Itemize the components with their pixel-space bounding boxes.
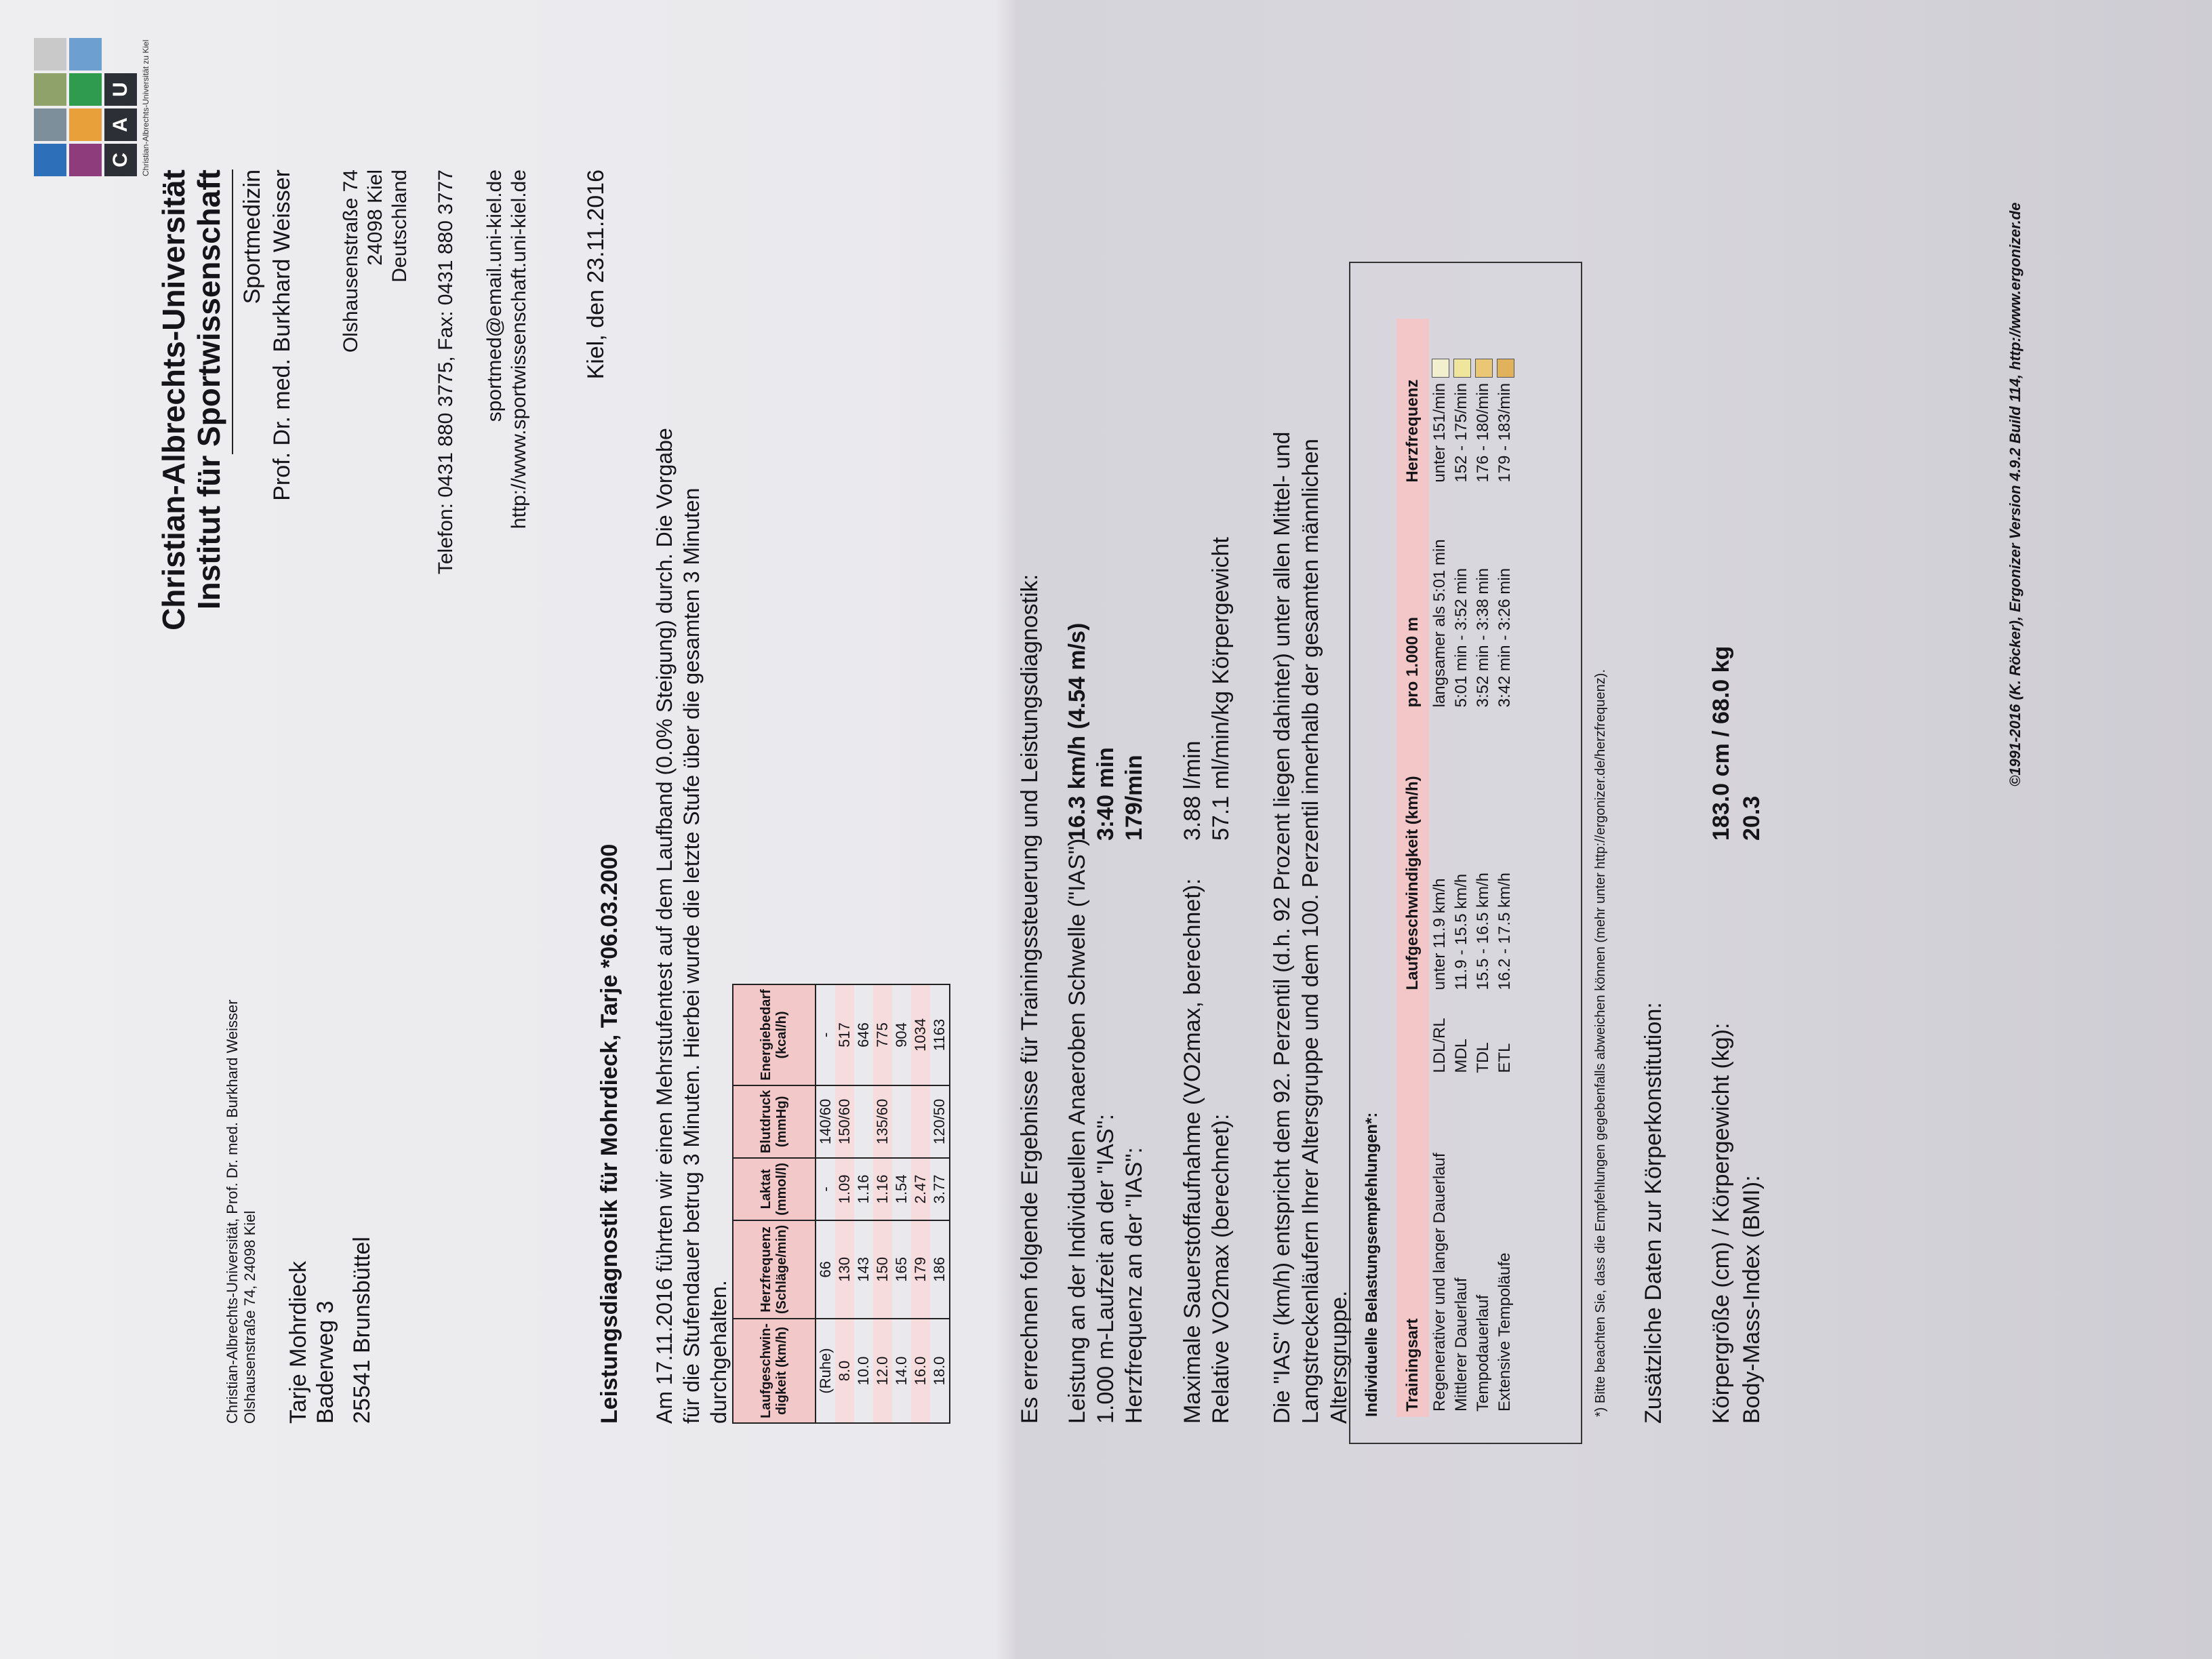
table-cell — [1472, 713, 1494, 995]
table-cell — [1451, 995, 1472, 1078]
table-cell: 150/60 — [835, 1085, 854, 1158]
column-header: Blutdruck (mmHg) — [733, 1085, 816, 1158]
zone-color-swatch — [1475, 359, 1493, 378]
column-header: Laufgeschwindigkeit (km/h) — [1396, 713, 1429, 995]
sender-line-1: Christian-Albrechts-Universität, Prof. Dr. med. Burkhard Weisser — [224, 999, 241, 1424]
zone-color-swatch — [1497, 359, 1514, 378]
training-recommendations-table — [1396, 319, 1516, 1417]
logo-color-tile — [69, 38, 102, 71]
table-cell: 1.54 — [892, 1158, 911, 1220]
cell-text: LDL/RL — [1430, 1018, 1449, 1073]
cell-text: 15.5 - 16.5 km/h — [1474, 872, 1492, 991]
zone-color-swatch — [1432, 359, 1449, 378]
body-data-heading: Zusätzliche Daten zur Körperkonstitution: — [1641, 1002, 1666, 1424]
logo-letter: A — [104, 108, 137, 141]
column-header: Laktat (mmol/l) — [733, 1158, 816, 1220]
table-cell — [1429, 1079, 1451, 1417]
table-cell — [1494, 1079, 1516, 1417]
recipient-street: Baderweg 3 — [313, 1300, 338, 1424]
department-block — [237, 169, 297, 698]
copyright-footer: ©1991-2016 (K. Röcker), Ergonizer Version 4.9.2 Build 114, http://www.ergonizer.de — [2007, 202, 2024, 786]
logo-color-tile — [34, 38, 66, 71]
table-cell — [892, 1085, 911, 1158]
table-row — [1429, 319, 1451, 1417]
result-row — [1208, 407, 1234, 1424]
table-cell: 775 — [873, 984, 892, 1085]
logo-caption: Christian-Albrechts-Universität zu Kiel — [141, 39, 150, 176]
table-row — [911, 984, 930, 1423]
percentile-paragraph: Die "IAS" (km/h) entspricht dem 92. Perzentil (d.h. 92 Prozent liegen dahinter) unter allen Mittel- und Langstreckenläufern Ihrer Altersgruppe und dem 100. Perzentil innerhalb der gesamten männlichen Altersgruppe. — [1269, 431, 1351, 1424]
table-row — [873, 984, 892, 1423]
height-weight-value: 183.0 cm / 68.0 kg — [1708, 645, 1734, 841]
institute-name: Institut für Sportwissenschaft — [191, 169, 226, 610]
recipient-city: 25541 Brunsbüttel — [349, 1237, 375, 1424]
result-value: 3:40 min — [1093, 747, 1119, 841]
table-cell: 12.0 — [873, 1319, 892, 1423]
phone-fax: Telefon: 0431 880 3775, Fax: 0431 880 3777 — [435, 169, 457, 575]
logo-letter: C — [104, 144, 137, 176]
cell-text: 176 - 180/min — [1474, 382, 1492, 483]
results-heading: Es errechnen folgende Ergebnisse für Trainingssteuerung und Leistungsdiagnostik: — [1017, 574, 1043, 1424]
logo-color-grid — [34, 14, 102, 176]
result-label: Leistung an der Individuellen Anaeroben Schwelle ("IAS") — [1064, 838, 1090, 1424]
cell-text: langsamer als 5:01 min — [1430, 539, 1449, 708]
cell-text: 11.9 - 15.5 km/h — [1452, 873, 1470, 991]
zone-color-swatch — [1453, 359, 1471, 378]
cell-text: Mittlerer Dauerlauf — [1452, 1277, 1470, 1412]
table-cell — [1429, 319, 1451, 488]
table-cell: 14.0 — [892, 1319, 911, 1423]
table-cell: (Ruhe) — [816, 1319, 835, 1423]
result-row — [1093, 407, 1119, 1424]
table-cell: 8.0 — [835, 1319, 854, 1423]
table-cell: 646 — [854, 984, 873, 1085]
column-header: pro 1.000 m — [1396, 488, 1429, 713]
institution-header — [156, 169, 226, 698]
result-label: Relative VO2max (berechnet): — [1208, 1113, 1234, 1424]
email-link[interactable]: sportmed@email.uni-kiel.de — [483, 169, 506, 422]
university-name: Christian-Albrechts-Universität — [156, 169, 191, 631]
bmi-row — [1739, 407, 1765, 1424]
table-cell — [1494, 713, 1516, 995]
column-header: Energiebedarf (kcal/h) — [733, 984, 816, 1085]
table-cell: 165 — [892, 1220, 911, 1319]
cell-text: TDL — [1474, 1042, 1492, 1073]
table-cell: 1163 — [930, 984, 950, 1085]
result-value: 57.1 ml/min/kg Körpergewicht — [1208, 537, 1234, 841]
table-cell: 1.16 — [873, 1158, 892, 1220]
table-cell: 186 — [930, 1220, 950, 1319]
cell-text: 3:42 min - 3:26 min — [1495, 567, 1514, 708]
cell-text: 5:01 min - 3:52 min — [1452, 567, 1470, 708]
table-cell — [1429, 995, 1451, 1078]
table-cell: 1.16 — [854, 1158, 873, 1220]
table-cell: 1.09 — [835, 1158, 854, 1220]
result-label: Herzfrequenz an der "IAS": — [1121, 1147, 1147, 1424]
recipient-name: Tarje Mohrdieck — [285, 1261, 311, 1424]
result-value: 179/min — [1121, 755, 1147, 841]
department-name: Sportmedizin — [239, 169, 265, 304]
table-cell: 3.77 — [930, 1158, 950, 1220]
professor-name: Prof. Dr. med. Burkhard Weisser — [269, 169, 295, 501]
table-cell — [1429, 488, 1451, 713]
logo-color-tile — [34, 144, 66, 176]
cell-text: Tempodauerlauf — [1474, 1294, 1492, 1412]
table-cell: 904 — [892, 984, 911, 1085]
column-header: Herzfrequenz (Schläge/min) — [733, 1220, 816, 1319]
cell-text: Extensive Tempoläufe — [1495, 1252, 1514, 1412]
cell-text: 152 - 175/min — [1452, 382, 1470, 483]
table-cell — [854, 1085, 873, 1158]
table-row — [816, 984, 835, 1423]
table-header-row — [733, 984, 816, 1423]
contact-block — [434, 169, 531, 698]
street: Olshausenstraße 74 — [340, 169, 362, 353]
logo-color-tile — [69, 144, 102, 176]
country: Deutschland — [388, 169, 411, 283]
table-cell: 1034 — [911, 984, 930, 1085]
result-row — [1121, 407, 1148, 1424]
column-header — [1396, 995, 1429, 1078]
height-weight-row — [1708, 407, 1735, 1424]
table-cell: 130 — [835, 1220, 854, 1319]
table-row — [1472, 319, 1494, 1417]
table-cell — [1494, 488, 1516, 713]
table-row — [1494, 319, 1516, 1417]
university-logo — [34, 14, 150, 176]
letter-date: Kiel, den 23.11.2016 — [583, 169, 609, 380]
table-cell: 143 — [854, 1220, 873, 1319]
table-cell: 140/60 — [816, 1085, 835, 1158]
table-cell: 10.0 — [854, 1319, 873, 1423]
table-cell — [1494, 319, 1516, 488]
column-header: Trainingsart — [1396, 1079, 1429, 1417]
result-label: 1.000 m-Laufzeit an der "IAS": — [1093, 1114, 1119, 1424]
logo-letter: U — [104, 73, 137, 106]
header-divider — [232, 169, 233, 454]
stage-test-table — [732, 984, 950, 1424]
height-weight-label: Körpergröße (cm) / Körpergewicht (kg): — [1708, 1022, 1734, 1424]
result-value: 3.88 l/min — [1180, 740, 1205, 841]
cell-text: 179 - 183/min — [1495, 382, 1514, 483]
bmi-value: 20.3 — [1739, 795, 1765, 841]
city: 24098 Kiel — [364, 169, 386, 266]
report-title: Leistungsdiagnostik für Mohrdieck, Tarje *06.03.2000 — [597, 843, 622, 1424]
cell-text: 16.2 - 17.5 km/h — [1495, 872, 1514, 991]
table-header-row — [1396, 319, 1429, 1417]
cell-text: unter 151/min — [1430, 382, 1449, 483]
table-cell — [1472, 319, 1494, 488]
table-cell — [1451, 488, 1472, 713]
cell-text: unter 11.9 km/h — [1430, 878, 1449, 991]
result-label: Maximale Sauerstoffaufnahme (VO2max, berechnet): — [1180, 878, 1205, 1424]
cell-text: MDL — [1452, 1039, 1470, 1073]
table-cell: 66 — [816, 1220, 835, 1319]
table-cell: 135/60 — [873, 1085, 892, 1158]
table-cell — [911, 1085, 930, 1158]
web-link[interactable]: http://www.sportwissenschaft.uni-kiel.de — [508, 169, 530, 529]
table-row — [854, 984, 873, 1423]
table-row — [835, 984, 854, 1423]
table-row — [930, 984, 950, 1423]
table-cell — [1472, 1079, 1494, 1417]
sender-line-2: Olshausenstraße 74, 24098 Kiel — [241, 1210, 258, 1424]
table-cell: - — [816, 1158, 835, 1220]
recommendations-title: Individuelle Belastungsempfehlungen*: — [1363, 1112, 1381, 1417]
table-cell: 16.0 — [911, 1319, 930, 1423]
table-row — [892, 984, 911, 1423]
result-row — [1064, 407, 1091, 1424]
table-cell: 517 — [835, 984, 854, 1085]
table-cell — [1429, 713, 1451, 995]
table-cell — [1451, 1079, 1472, 1417]
column-header: Laufgeschwin-digkeit (km/h) — [733, 1319, 816, 1423]
table-cell — [1472, 488, 1494, 713]
table-cell: 120/50 — [930, 1085, 950, 1158]
cell-text: 3:52 min - 3:38 min — [1474, 567, 1492, 708]
institution-address — [339, 169, 412, 698]
logo-color-tile — [69, 73, 102, 106]
recipient-address — [285, 1237, 376, 1424]
logo-color-tile — [69, 108, 102, 141]
sender-line — [224, 949, 259, 1424]
table-cell — [1494, 995, 1516, 1078]
intro-paragraph: Am 17.11.2016 führten wir einen Mehrstufentest auf dem Laufband (0.0% Steigung) durch. Die Vorgabe für die Stufendauer betrug 3 Minuten. Hierbei wurde die letzte Stufe über die gesamten 3 Minuten durchgehalten. — [652, 428, 731, 1424]
table-cell: 150 — [873, 1220, 892, 1319]
cell-text: Regenerativer und langer Dauerlauf — [1430, 1153, 1449, 1412]
result-value: 16.3 km/h (4.54 m/s) — [1064, 622, 1090, 841]
column-header: Herzfrequenz — [1396, 319, 1429, 488]
footnote: *) Bitte beachten Sie, dass die Empfehlungen gegebenfalls abweichen können (mehr unter http://ergonizer.de/herzfrequenz). — [1593, 669, 1608, 1417]
table-cell — [1451, 319, 1472, 488]
table-cell — [1451, 713, 1472, 995]
logo-color-tile — [34, 108, 66, 141]
table-cell: 179 — [911, 1220, 930, 1319]
bmi-label: Body-Mass-Index (BMI): — [1739, 1175, 1765, 1424]
table-cell — [1472, 995, 1494, 1078]
cell-text: ETL — [1495, 1043, 1514, 1073]
table-row — [1451, 319, 1472, 1417]
table-cell: 18.0 — [930, 1319, 950, 1423]
logo-color-tile — [34, 73, 66, 106]
result-row — [1180, 407, 1206, 1424]
table-cell: 2.47 — [911, 1158, 930, 1220]
table-cell: - — [816, 984, 835, 1085]
logo-letters — [104, 14, 137, 176]
